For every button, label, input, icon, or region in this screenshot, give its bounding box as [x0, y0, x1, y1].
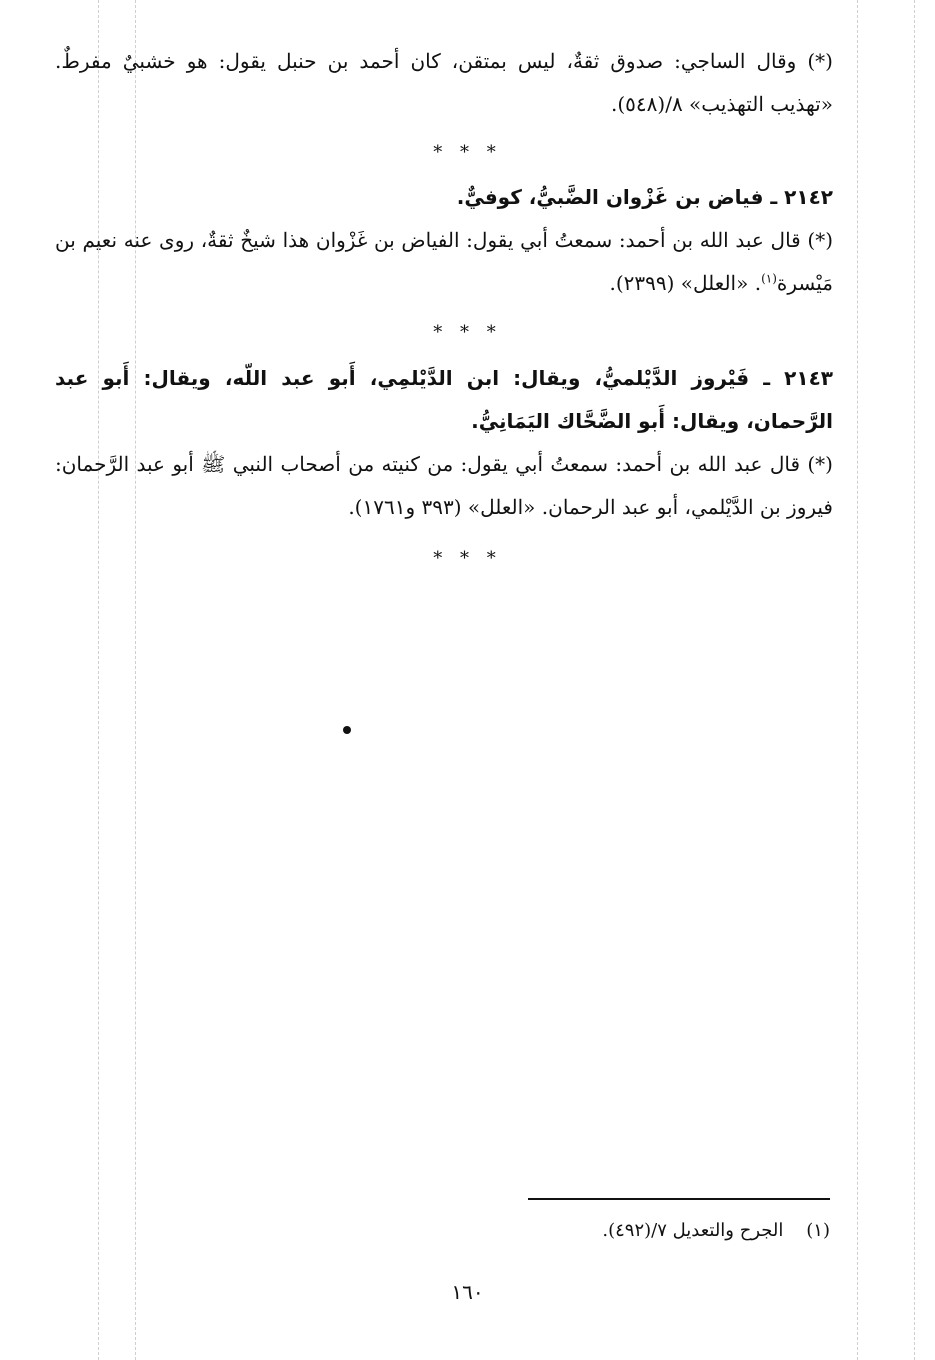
section-separator: * * * [433, 142, 502, 163]
footnote-marker: (١) [806, 1220, 830, 1241]
entry-heading-2142: ٢١٤٢ ـ فياض بن غَزْوان الضَّبيُّ، كوفيٌّ. [456, 185, 833, 209]
ink-speck [343, 726, 351, 734]
footnote-reference: (١) [761, 271, 777, 286]
entry-body-2142 [55, 219, 833, 305]
section-separator: * * * [433, 548, 502, 569]
paragraph-text: (*) وقال الساجي: صدوق ثقةٌ، ليس بمتقن، كان أحمد بن حنبل يقول: هو خشبيٌ مفرطٌ. «تهذيب التهذيب» ٨/(٥٤٨). [55, 49, 833, 116]
entry-2142 [55, 176, 833, 305]
section-separator: * * * [433, 322, 502, 343]
page-number: ١٦٠ [451, 1280, 484, 1304]
entry-body-2143: (*) قال عبد الله بن أحمد: سمعتُ أبي يقول: من كنيته من أصحاب النبي ﷺ أبو عبد الرَّحمان: فيروز بن الدَّيْلمي، أبو عبد الرحمان. «العلل» (٣٩٣ و١٧٦١). [55, 452, 833, 519]
footnote-1 [602, 1216, 830, 1246]
sajis-note-paragraph [55, 40, 833, 126]
scan-guide-line [857, 0, 858, 1360]
entry-2143 [55, 357, 833, 529]
entry-body-text: (*) قال عبد الله بن أحمد: سمعتُ أبي يقول: الفياض بن غَزْوان هذا شيخٌ ثقةٌ، روى عنه نعيم بن مَيْسرة [55, 228, 833, 295]
entry-heading-2143: ٢١٤٣ ـ فَيْروز الدَّيْلميُّ، ويقال: ابن الدَّيْلمِي، أَبو عبد اللّه، ويقال: أَبو عبد الرَّحمان، ويقال: أَبو الضَّحَّاك اليَمَانِيُّ. [55, 366, 833, 433]
footnote-divider [528, 1198, 830, 1200]
scan-guide-line [914, 0, 915, 1360]
entry-body-citation: . «العلل» (٢٣٩٩). [609, 271, 762, 295]
footnote-text: الجرح والتعديل ٧/(٤٩٢). [602, 1220, 784, 1241]
